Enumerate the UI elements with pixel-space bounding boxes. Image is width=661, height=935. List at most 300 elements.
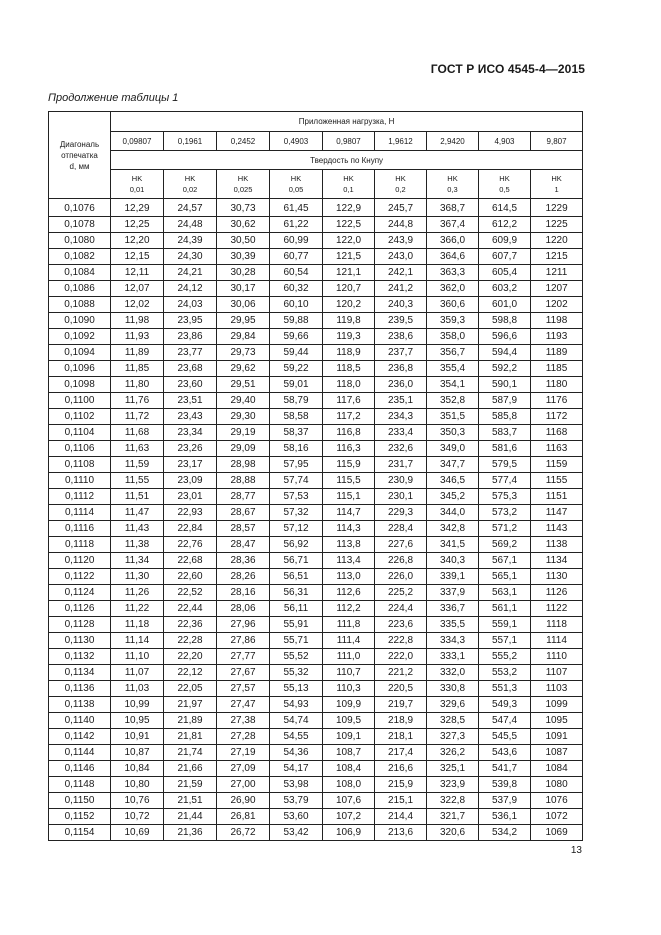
hardness-cell: 592,2 xyxy=(479,361,531,377)
hardness-cell: 28,77 xyxy=(217,489,270,505)
diagonal-cell: 0,1108 xyxy=(49,457,111,473)
hardness-cell: 230,9 xyxy=(375,473,427,489)
table-row xyxy=(49,425,583,441)
hardness-cell: 223,6 xyxy=(375,617,427,633)
hardness-cell: 222,8 xyxy=(375,633,427,649)
hardness-cell: 113,0 xyxy=(323,569,375,585)
hardness-cell: 1202 xyxy=(531,297,583,313)
hardness-cell: 537,9 xyxy=(479,793,531,809)
hardness-cell: 121,5 xyxy=(323,249,375,265)
table-row xyxy=(49,265,583,281)
hardness-cell: 12,20 xyxy=(111,233,164,249)
hardness-cell: 243,9 xyxy=(375,233,427,249)
hardness-cell: 226,0 xyxy=(375,569,427,585)
hardness-cell: 10,69 xyxy=(111,825,164,841)
hardness-cell: 563,1 xyxy=(479,585,531,601)
table-row xyxy=(49,313,583,329)
hardness-cell: 29,51 xyxy=(217,377,270,393)
hardness-cell: 108,0 xyxy=(323,777,375,793)
hardness-cell: 333,1 xyxy=(427,649,479,665)
hardness-cell: 347,7 xyxy=(427,457,479,473)
hardness-cell: 22,12 xyxy=(164,665,217,681)
diagonal-cell: 0,1126 xyxy=(49,601,111,617)
hardness-cell: 325,1 xyxy=(427,761,479,777)
table-row xyxy=(49,233,583,249)
hardness-cell: 118,5 xyxy=(323,361,375,377)
hardness-cell: 358,0 xyxy=(427,329,479,345)
hardness-cell: 575,3 xyxy=(479,489,531,505)
diagonal-cell: 0,1104 xyxy=(49,425,111,441)
scale-header-line: HK xyxy=(395,174,406,183)
hardness-table xyxy=(48,111,583,841)
table-caption: Продолжение таблицы 1 xyxy=(48,92,179,104)
hardness-cell: 1211 xyxy=(531,265,583,281)
hardness-cell: 108,4 xyxy=(323,761,375,777)
hardness-cell: 56,11 xyxy=(270,601,323,617)
hardness-cell: 28,06 xyxy=(217,601,270,617)
scale-header-line: 0,1 xyxy=(343,185,354,194)
table-row xyxy=(49,473,583,489)
hardness-cell: 218,1 xyxy=(375,729,427,745)
hardness-cell: 114,3 xyxy=(323,521,375,537)
hardness-cell: 218,9 xyxy=(375,713,427,729)
hardness-cell: 119,8 xyxy=(323,313,375,329)
hardness-cell: 344,0 xyxy=(427,505,479,521)
diagonal-cell: 0,1096 xyxy=(49,361,111,377)
table-row xyxy=(49,633,583,649)
hardness-cell: 21,59 xyxy=(164,777,217,793)
load-header-cell: 9,807 xyxy=(531,132,583,151)
hardness-cell: 545,5 xyxy=(479,729,531,745)
hardness-cell: 1107 xyxy=(531,665,583,681)
hardness-cell: 11,59 xyxy=(111,457,164,473)
hardness-cell: 28,16 xyxy=(217,585,270,601)
scale-header-cell xyxy=(375,170,427,199)
hardness-cell: 227,6 xyxy=(375,537,427,553)
hardness-cell: 27,00 xyxy=(217,777,270,793)
hardness-cell: 30,28 xyxy=(217,265,270,281)
hardness-cell: 122,5 xyxy=(323,217,375,233)
table-row xyxy=(49,329,583,345)
scale-header-cell xyxy=(164,170,217,199)
table-row xyxy=(49,377,583,393)
hardness-cell: 27,57 xyxy=(217,681,270,697)
hardness-cell: 11,85 xyxy=(111,361,164,377)
hardness-cell: 352,8 xyxy=(427,393,479,409)
hardness-cell: 220,5 xyxy=(375,681,427,697)
table-row xyxy=(49,361,583,377)
hardness-cell: 346,5 xyxy=(427,473,479,489)
hardness-cell: 594,4 xyxy=(479,345,531,361)
hardness-cell: 341,5 xyxy=(427,537,479,553)
hardness-cell: 23,77 xyxy=(164,345,217,361)
hardness-cell: 335,5 xyxy=(427,617,479,633)
hardness-cell: 240,3 xyxy=(375,297,427,313)
hardness-cell: 57,53 xyxy=(270,489,323,505)
hardness-cell: 229,3 xyxy=(375,505,427,521)
table-row xyxy=(49,297,583,313)
hardness-cell: 30,17 xyxy=(217,281,270,297)
hardness-cell: 30,50 xyxy=(217,233,270,249)
hardness-cell: 29,19 xyxy=(217,425,270,441)
hardness-cell: 1193 xyxy=(531,329,583,345)
hardness-cell: 57,12 xyxy=(270,521,323,537)
hardness-cell: 58,37 xyxy=(270,425,323,441)
hardness-cell: 109,5 xyxy=(323,713,375,729)
diagonal-cell: 0,1088 xyxy=(49,297,111,313)
hardness-cell: 1143 xyxy=(531,521,583,537)
hardness-cell: 350,3 xyxy=(427,425,479,441)
hardness-cell: 1084 xyxy=(531,761,583,777)
diagonal-cell: 0,1092 xyxy=(49,329,111,345)
hardness-cell: 12,15 xyxy=(111,249,164,265)
diagonal-cell: 0,1076 xyxy=(49,199,111,217)
hardness-cell: 30,73 xyxy=(217,199,270,217)
hardness-cell: 1159 xyxy=(531,457,583,473)
scale-header-line: HK xyxy=(447,174,458,183)
hardness-cell: 23,26 xyxy=(164,441,217,457)
hardness-cell: 22,36 xyxy=(164,617,217,633)
hardness-cell: 598,8 xyxy=(479,313,531,329)
page-number: 13 xyxy=(570,845,582,856)
hardness-cell: 222,0 xyxy=(375,649,427,665)
table-row xyxy=(49,441,583,457)
hardness-cell: 110,7 xyxy=(323,665,375,681)
load-header-cell: 2,9420 xyxy=(427,132,479,151)
hardness-cell: 1076 xyxy=(531,793,583,809)
hardness-cell: 23,51 xyxy=(164,393,217,409)
hardness-cell: 1220 xyxy=(531,233,583,249)
diagonal-cell: 0,1136 xyxy=(49,681,111,697)
scale-header-cell xyxy=(531,170,583,199)
scale-header-line: HK xyxy=(551,174,562,183)
scale-header-line: 0,2 xyxy=(395,185,406,194)
hardness-cell: 59,66 xyxy=(270,329,323,345)
scale-header-cell xyxy=(111,170,164,199)
hardness-cell: 242,1 xyxy=(375,265,427,281)
hardness-cell: 11,80 xyxy=(111,377,164,393)
hardness-cell: 607,7 xyxy=(479,249,531,265)
hardness-cell: 1118 xyxy=(531,617,583,633)
scale-header-cell xyxy=(323,170,375,199)
hardness-cell: 224,4 xyxy=(375,601,427,617)
table-row xyxy=(49,713,583,729)
hardness-cell: 364,6 xyxy=(427,249,479,265)
hardness-cell: 27,38 xyxy=(217,713,270,729)
hardness-cell: 28,26 xyxy=(217,569,270,585)
hardness-cell: 118,0 xyxy=(323,377,375,393)
hardness-cell: 23,34 xyxy=(164,425,217,441)
hardness-cell: 241,2 xyxy=(375,281,427,297)
hardness-cell: 27,77 xyxy=(217,649,270,665)
hardness-cell: 59,88 xyxy=(270,313,323,329)
hardness-cell: 116,8 xyxy=(323,425,375,441)
hardness-cell: 215,9 xyxy=(375,777,427,793)
hardness-cell: 11,07 xyxy=(111,665,164,681)
scale-header-line: HK xyxy=(343,174,354,183)
hardness-cell: 22,44 xyxy=(164,601,217,617)
table-row xyxy=(49,489,583,505)
diagonal-cell: 0,1124 xyxy=(49,585,111,601)
hardness-cell: 28,36 xyxy=(217,553,270,569)
hardness-cell: 10,84 xyxy=(111,761,164,777)
hardness-cell: 22,20 xyxy=(164,649,217,665)
load-header-cell: 0,9807 xyxy=(323,132,375,151)
hardness-cell: 112,6 xyxy=(323,585,375,601)
hardness-cell: 54,55 xyxy=(270,729,323,745)
hardness-cell: 349,0 xyxy=(427,441,479,457)
hardness-cell: 12,29 xyxy=(111,199,164,217)
hardness-cell: 26,81 xyxy=(217,809,270,825)
hardness-cell: 30,06 xyxy=(217,297,270,313)
diagonal-cell: 0,1080 xyxy=(49,233,111,249)
hardness-cell: 555,2 xyxy=(479,649,531,665)
diagonal-cell: 0,1128 xyxy=(49,617,111,633)
hardness-cell: 29,84 xyxy=(217,329,270,345)
hardness-cell: 11,51 xyxy=(111,489,164,505)
hardness-cell: 243,0 xyxy=(375,249,427,265)
hardness-cell: 118,9 xyxy=(323,345,375,361)
hardness-cell: 22,68 xyxy=(164,553,217,569)
hardness-cell: 1114 xyxy=(531,633,583,649)
hardness-cell: 557,1 xyxy=(479,633,531,649)
hardness-cell: 573,2 xyxy=(479,505,531,521)
hardness-cell: 117,2 xyxy=(323,409,375,425)
hardness-cell: 601,0 xyxy=(479,297,531,313)
hardness-cell: 340,3 xyxy=(427,553,479,569)
hardness-cell: 547,4 xyxy=(479,713,531,729)
hardness-cell: 29,62 xyxy=(217,361,270,377)
scale-header-line: 0,05 xyxy=(288,185,304,194)
hardness-cell: 1134 xyxy=(531,553,583,569)
hardness-cell: 612,2 xyxy=(479,217,531,233)
diagonal-cell: 0,1134 xyxy=(49,665,111,681)
hardness-cell: 23,17 xyxy=(164,457,217,473)
hardness-cell: 29,73 xyxy=(217,345,270,361)
diagonal-cell: 0,1110 xyxy=(49,473,111,489)
diagonal-cell: 0,1100 xyxy=(49,393,111,409)
hardness-cell: 1229 xyxy=(531,199,583,217)
hardness-cell: 596,6 xyxy=(479,329,531,345)
hardness-cell: 60,54 xyxy=(270,265,323,281)
hardness-cell: 1215 xyxy=(531,249,583,265)
hardness-cell: 1207 xyxy=(531,281,583,297)
hardness-cell: 27,09 xyxy=(217,761,270,777)
hardness-cell: 215,1 xyxy=(375,793,427,809)
hardness-cell: 567,1 xyxy=(479,553,531,569)
diagonal-cell: 0,1146 xyxy=(49,761,111,777)
hardness-cell: 122,9 xyxy=(323,199,375,217)
hardness-cell: 106,9 xyxy=(323,825,375,841)
hardness-cell: 221,2 xyxy=(375,665,427,681)
hardness-cell: 605,4 xyxy=(479,265,531,281)
diagonal-cell: 0,1142 xyxy=(49,729,111,745)
diagonal-cell: 0,1084 xyxy=(49,265,111,281)
hardness-cell: 230,1 xyxy=(375,489,427,505)
table-row xyxy=(49,601,583,617)
hardness-cell: 585,8 xyxy=(479,409,531,425)
hardness-cell: 28,98 xyxy=(217,457,270,473)
hardness-cell: 359,3 xyxy=(427,313,479,329)
hardness-cell: 1151 xyxy=(531,489,583,505)
hardness-cell: 55,13 xyxy=(270,681,323,697)
table-row xyxy=(49,793,583,809)
diagonal-cell: 0,1098 xyxy=(49,377,111,393)
load-header-cell: 0,09807 xyxy=(111,132,164,151)
hardness-cell: 59,44 xyxy=(270,345,323,361)
hardness-cell: 27,67 xyxy=(217,665,270,681)
hardness-cell: 551,3 xyxy=(479,681,531,697)
hardness-cell: 28,47 xyxy=(217,537,270,553)
hardness-cell: 356,7 xyxy=(427,345,479,361)
table-row xyxy=(49,649,583,665)
hardness-cell: 11,22 xyxy=(111,601,164,617)
hardness-cell: 30,39 xyxy=(217,249,270,265)
hardness-cell: 59,22 xyxy=(270,361,323,377)
hardness-cell: 351,5 xyxy=(427,409,479,425)
hardness-cell: 236,8 xyxy=(375,361,427,377)
hardness-cell: 56,92 xyxy=(270,537,323,553)
hardness-cell: 11,26 xyxy=(111,585,164,601)
hardness-cell: 236,0 xyxy=(375,377,427,393)
hardness-cell: 29,95 xyxy=(217,313,270,329)
document-id: ГОСТ Р ИСО 4545-4—2015 xyxy=(430,62,585,76)
hardness-cell: 22,05 xyxy=(164,681,217,697)
hardness-cell: 11,89 xyxy=(111,345,164,361)
hardness-cell: 27,19 xyxy=(217,745,270,761)
hardness-cell: 363,3 xyxy=(427,265,479,281)
hardness-cell: 1176 xyxy=(531,393,583,409)
hardness-cell: 11,47 xyxy=(111,505,164,521)
hardness-cell: 10,87 xyxy=(111,745,164,761)
table-row xyxy=(49,217,583,233)
load-header-cell: 0,1961 xyxy=(164,132,217,151)
hardness-cell: 213,6 xyxy=(375,825,427,841)
hardness-cell: 541,7 xyxy=(479,761,531,777)
hardness-cell: 10,76 xyxy=(111,793,164,809)
hardness-cell: 1138 xyxy=(531,537,583,553)
hardness-cell: 1091 xyxy=(531,729,583,745)
hardness-cell: 1189 xyxy=(531,345,583,361)
hardness-cell: 1072 xyxy=(531,809,583,825)
table-row xyxy=(49,681,583,697)
hardness-cell: 21,44 xyxy=(164,809,217,825)
hardness-cell: 29,09 xyxy=(217,441,270,457)
hardness-cell: 322,8 xyxy=(427,793,479,809)
table-row xyxy=(49,505,583,521)
hardness-cell: 117,6 xyxy=(323,393,375,409)
scale-header-line: 0,01 xyxy=(129,185,145,194)
hardness-cell: 561,1 xyxy=(479,601,531,617)
hardness-cell: 1225 xyxy=(531,217,583,233)
hardness-cell: 549,3 xyxy=(479,697,531,713)
hardness-cell: 109,1 xyxy=(323,729,375,745)
load-header-cell: 1,9612 xyxy=(375,132,427,151)
hardness-cell: 219,7 xyxy=(375,697,427,713)
table-row xyxy=(49,665,583,681)
hardness-cell: 590,1 xyxy=(479,377,531,393)
hardness-cell: 24,57 xyxy=(164,199,217,217)
hardness-cell: 239,5 xyxy=(375,313,427,329)
hardness-cell: 28,67 xyxy=(217,505,270,521)
diagonal-cell: 0,1102 xyxy=(49,409,111,425)
hardness-cell: 603,2 xyxy=(479,281,531,297)
table-row xyxy=(49,393,583,409)
hardness-cell: 233,4 xyxy=(375,425,427,441)
hardness-cell: 27,86 xyxy=(217,633,270,649)
hardness-cell: 121,1 xyxy=(323,265,375,281)
hardness-cell: 609,9 xyxy=(479,233,531,249)
hardness-cell: 54,17 xyxy=(270,761,323,777)
hardness-cell: 366,0 xyxy=(427,233,479,249)
hardness-cell: 345,2 xyxy=(427,489,479,505)
hardness-cell: 60,99 xyxy=(270,233,323,249)
diagonal-cell: 0,1130 xyxy=(49,633,111,649)
hardness-cell: 54,36 xyxy=(270,745,323,761)
hardness-cell: 26,72 xyxy=(217,825,270,841)
hardness-cell: 29,30 xyxy=(217,409,270,425)
load-header-cell: 4,903 xyxy=(479,132,531,151)
hardness-cell: 109,9 xyxy=(323,697,375,713)
hardness-cell: 320,6 xyxy=(427,825,479,841)
hardness-cell: 1095 xyxy=(531,713,583,729)
diagonal-header-line: Диагональ xyxy=(59,139,100,149)
hardness-cell: 332,0 xyxy=(427,665,479,681)
hardness-cell: 61,45 xyxy=(270,199,323,217)
hardness-cell: 1122 xyxy=(531,601,583,617)
table-row xyxy=(49,249,583,265)
hardness-cell: 60,32 xyxy=(270,281,323,297)
hardness-cell: 27,47 xyxy=(217,697,270,713)
hardness-cell: 58,16 xyxy=(270,441,323,457)
diagonal-cell: 0,1148 xyxy=(49,777,111,793)
table-row xyxy=(49,617,583,633)
hardness-cell: 534,2 xyxy=(479,825,531,841)
hardness-cell: 1185 xyxy=(531,361,583,377)
hardness-cell: 114,7 xyxy=(323,505,375,521)
hardness-cell: 342,8 xyxy=(427,521,479,537)
diagonal-header xyxy=(49,112,111,199)
hardness-cell: 21,97 xyxy=(164,697,217,713)
hardness-cell: 1099 xyxy=(531,697,583,713)
diagonal-cell: 0,1082 xyxy=(49,249,111,265)
hardness-cell: 565,1 xyxy=(479,569,531,585)
hardness-cell: 113,4 xyxy=(323,553,375,569)
hardness-cell: 54,93 xyxy=(270,697,323,713)
hardness-cell: 119,3 xyxy=(323,329,375,345)
hardness-cell: 12,02 xyxy=(111,297,164,313)
scale-header-line: 1 xyxy=(554,185,559,194)
hardness-cell: 244,8 xyxy=(375,217,427,233)
hardness-cell: 11,98 xyxy=(111,313,164,329)
diagonal-cell: 0,1090 xyxy=(49,313,111,329)
hardness-cell: 27,28 xyxy=(217,729,270,745)
table-row xyxy=(49,697,583,713)
hardness-cell: 323,9 xyxy=(427,777,479,793)
hardness-cell: 22,93 xyxy=(164,505,217,521)
table-row xyxy=(49,199,583,217)
hardness-cell: 354,1 xyxy=(427,377,479,393)
diagonal-cell: 0,1150 xyxy=(49,793,111,809)
scale-header-cell xyxy=(217,170,270,199)
hardness-cell: 327,3 xyxy=(427,729,479,745)
hardness-cell: 54,74 xyxy=(270,713,323,729)
hardness-cell: 53,79 xyxy=(270,793,323,809)
load-title: Приложенная нагрузка, Н xyxy=(111,112,583,132)
diagonal-cell: 0,1112 xyxy=(49,489,111,505)
hardness-cell: 1155 xyxy=(531,473,583,489)
hardness-cell: 614,5 xyxy=(479,199,531,217)
